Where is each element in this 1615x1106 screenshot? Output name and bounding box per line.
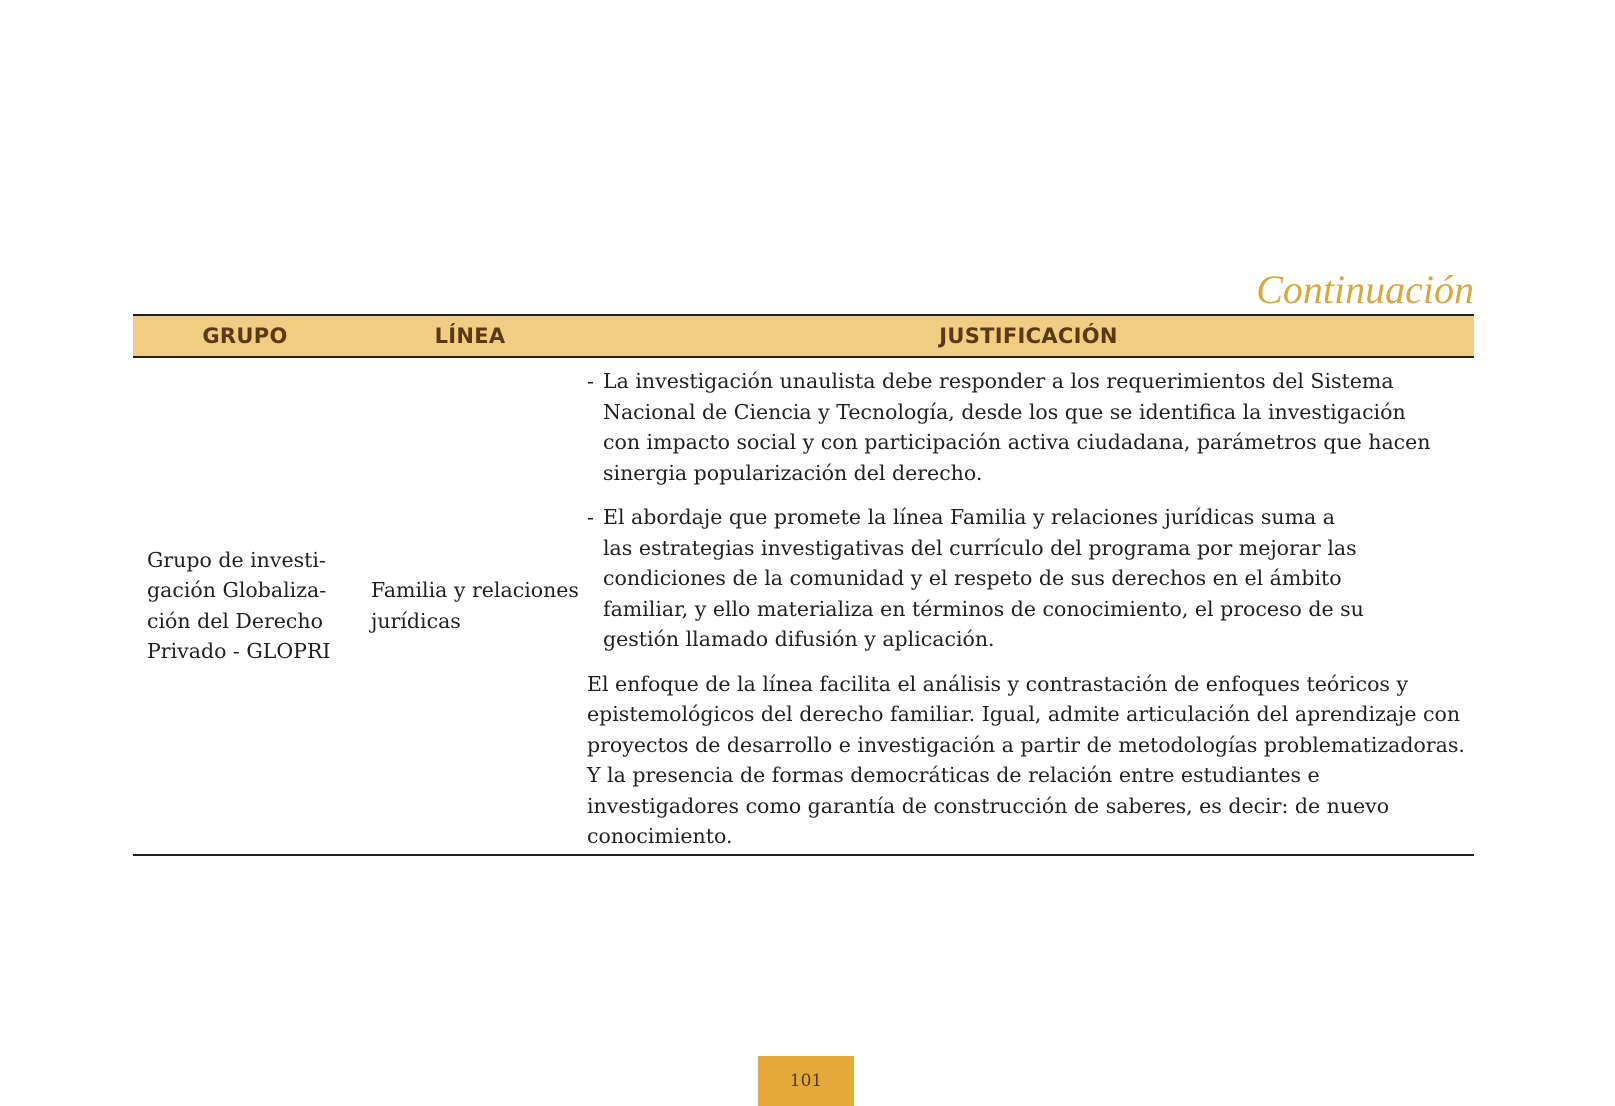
header-linea: LÍNEA — [357, 315, 583, 357]
justification-table-container — [133, 314, 1474, 856]
table-header — [133, 315, 1474, 357]
header-justificacion: JUSTIFICACIÓN — [583, 315, 1474, 357]
cell-grupo — [133, 357, 357, 855]
page-number-text: 101 — [789, 1071, 823, 1091]
header-row — [133, 315, 1474, 357]
justification-bullet — [587, 366, 1468, 488]
justification-bullet — [587, 502, 1468, 655]
justification-paragraph — [587, 669, 1468, 852]
justification-bullet-text: La investigación unaulista debe responder a los requerimientos del Sistema Nacional de Ciencia y Tecnología, desde los que se identifica la investigación con impacto social y con participación activa ciudadana, parámetros que hacen sinergia popularización del derecho. — [603, 369, 1431, 485]
justification-table — [133, 314, 1474, 856]
justification-paragraph-text: El enfoque de la línea facilita el análisis y contrastación de enfoques teóricos y epistemológicos del derecho familiar. Igual, admite articulación del aprendizaje con proyectos de desarrollo e investigación a partir de metodologías problematizadoras. Y la presencia de formas democráticas de relación entre estudiantes e investigadores como garantía de construcción de saberes, es decir: de nuevo conocimiento. — [587, 671, 1465, 848]
table-row — [133, 357, 1474, 855]
table-body — [133, 357, 1474, 855]
continuation-label: Continuación — [1256, 267, 1474, 312]
grupo-text: Grupo de investi- gación Globaliza- ción del Derecho Privado - GLOPRI — [147, 547, 331, 664]
cell-linea — [357, 357, 583, 855]
justification-bullet-text: El abordaje que promete la línea Familia y relaciones jurídicas suma a las estrategias investigativas del currículo del programa por mejorar las condiciones de la comunidad y el respeto de sus derechos en el ámbito familiar, y ello materializa en términos de conocimiento, el proceso de su gestión llamado difusión y aplicación. — [603, 505, 1364, 651]
header-grupo: GRUPO — [133, 315, 357, 357]
page-number-badge — [758, 1056, 854, 1106]
linea-text: Familia y relaciones jurídicas — [371, 578, 579, 633]
cell-justificacion — [583, 357, 1474, 855]
